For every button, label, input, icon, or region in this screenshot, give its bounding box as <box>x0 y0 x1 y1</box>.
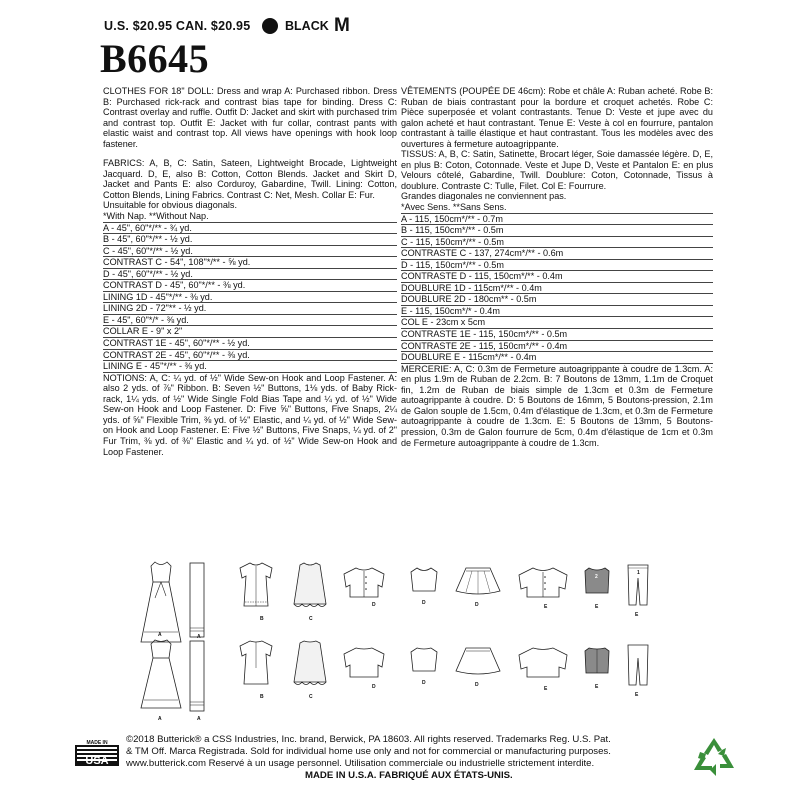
view-label: E <box>635 612 639 618</box>
view-label: C <box>309 616 313 622</box>
view-label: D <box>372 602 376 608</box>
yardage-row: COLLAR E - 9" x 2" <box>103 326 397 338</box>
french-nap: *Avec Sens. **Sans Sens. <box>401 202 507 213</box>
view-label: E <box>635 692 639 698</box>
made-in-usa-flag-icon <box>75 738 119 766</box>
view-label: D <box>422 680 426 686</box>
yardage-row: A - 45", 60"*/** - ¾ yd. <box>103 222 397 235</box>
view-label: D <box>422 600 426 606</box>
yardage-row: CONTRAST 2E - 45", 60"*/** - ⅜ yd. <box>103 350 397 362</box>
french-column <box>401 86 713 448</box>
yardage-row: LINING 1D - 45"*/** - ⅜ yd. <box>103 292 397 304</box>
metrage-row: DOUBLURE 1D - 115cm*/** - 0.4m <box>401 283 713 295</box>
english-nap: *With Nap. **Without Nap. <box>103 211 209 222</box>
wrap-a-back-drawing <box>186 638 208 714</box>
made-in-label: MADE IN U.S.A. FABRIQUÉ AUX ÉTATS-UNIS. <box>305 770 513 781</box>
recycle-icon <box>692 736 736 778</box>
jacket-d-front-drawing <box>340 565 388 601</box>
dress-c-back-drawing <box>290 638 330 690</box>
view-label: A <box>158 632 162 638</box>
jacket-e-back-drawing <box>515 645 571 681</box>
yardage-row: LINING 2D - 72"** - ½ yd. <box>103 303 397 315</box>
top-d-back-drawing <box>407 645 441 675</box>
french-fabrics: TISSUS: A, B, C: Satin, Satinette, Brocart léger, Soie damassée légère. D, E, en plus B: Coton, Cotonnade. Veste et Jupe D, Veste et Pantalon E: en plus Velours côtelé, Gabardine, Twill. Doublure: Coton, Cotonnade, Tissus à doublure. Contraste C: Tulle, Filet. Col E: Fourrure. <box>401 149 713 191</box>
metrage-row: CONTRASTE 2E - 115, 150cm*/** - 0.4m <box>401 341 713 353</box>
metrage-row: DOUBLURE E - 115cm*/** - 0.4m <box>401 352 713 364</box>
metrage-row: CONTRASTE C - 137, 274cm*/** - 0.6m <box>401 248 713 260</box>
jacket-e-front-drawing <box>515 565 571 601</box>
view-label: A <box>197 716 201 722</box>
view-label: C <box>309 694 313 700</box>
color-label: BLACK <box>285 19 329 33</box>
skirt-d-front-drawing <box>452 565 504 597</box>
pants-e-front-drawing <box>625 562 651 608</box>
copyright-line-3: www.butterick.com Reservé à un usage personnel. Utilisation commerciale ou industrielle strictement interdite. <box>126 758 595 769</box>
skirt-d-back-drawing <box>452 645 504 677</box>
view-label: D <box>475 602 479 608</box>
view-label: E <box>544 604 548 610</box>
top-d-front-drawing <box>407 565 441 595</box>
yardage-row: E - 45", 60"*/* - ⅜ yd. <box>103 315 397 327</box>
wrap-a-front-drawing <box>186 560 208 640</box>
copyright-line-2: & TM Off. Marca Registrada. Sold for individual home use only and not for commercial or manufacturing purposes. <box>126 746 611 757</box>
top-e-front-drawing <box>580 565 614 597</box>
metrage-row: D - 115, 150cm*/** - 0.5m <box>401 260 713 272</box>
dress-b-front-drawing <box>236 560 276 610</box>
french-intro: VÊTEMENTS (POUPÉE DE 46cm): Robe et châle A: Ruban acheté. Robe B: Ruban de biais contrastant pour la bordure et croquet achetés. Robe C: Pièce superposée et volant contrastants. Tenue D: Veste et jupe avec du galon acheté et haut contrastant. Tenue E: Veste à col en fourrure, pantalon contrastant à taille élastique et haut contrastant. Tous les modèles avec des ouvertures à fermeture autoagrippante. <box>401 86 713 149</box>
yardage-row: CONTRAST C - 54", 108"*/** - ⅝ yd. <box>103 257 397 269</box>
copyright-line-1: ©2018 Butterick® a CSS Industries, Inc. brand, Berwick, PA 18603. All rights reserved. Trademarks Reg. U.S. Pat. <box>126 734 611 745</box>
svg-text:MADE IN: MADE IN <box>86 740 108 746</box>
view-label: E <box>595 684 599 690</box>
yardage-row: CONTRAST 1E - 45", 60"*/** - ½ yd. <box>103 338 397 350</box>
view-label: D <box>372 684 376 690</box>
view-label: E <box>595 604 599 610</box>
dress-a-back-drawing <box>135 636 187 714</box>
french-unsuitable: Grandes diagonales ne conviennent pas. <box>401 191 567 202</box>
view-label: A <box>158 716 162 722</box>
english-unsuitable: Unsuitable for obvious diagonals. <box>103 200 237 211</box>
metrage-row: E - 115, 150cm*/* - 0.4m <box>401 306 713 318</box>
view-label: B <box>260 694 264 700</box>
view-label: D <box>475 682 479 688</box>
view-label: E <box>544 686 548 692</box>
top-number-label: 2 <box>595 574 598 580</box>
yardage-row: LINING E - 45"*/** - ⅜ yd. <box>103 361 397 373</box>
metrage-row: CONTRASTE 1E - 115, 150cm*/** - 0.5m <box>401 329 713 341</box>
view-label: A <box>197 634 201 640</box>
svg-text:USA: USA <box>85 755 109 766</box>
french-notions: MERCERIE: A, C: 0.3m de Fermeture autoagrippante à coudre de 1.3cm. A: en plus 1.9m de Ruban de 2.2cm. B: 7 Boutons de 13mm, 1.1m de Croquet fin, 1.2m de Ruban de biais simple de 1.3cm et 0.3m de Fermeture autoagrippante à coudre. D: 5 Boutons de 16mm, 5 Boutons-pression, 2.1m de Galon souple de 1.5cm, 0.4m d'élastique de 1.3cm, et 0.3m de Fermeture autoagrippante à coudre de 1.3cm. E: 5 Boutons de 13mm, 5 Boutons-pression, 0.3m de Galon fourrure de 5cm, 0.4m d'élastique de 1cm et 0.3m de Fermeture autoagrippante à coudre de 1.3cm. <box>401 363 713 448</box>
pants-number-label: 1 <box>637 570 640 576</box>
view-label: B <box>260 616 264 622</box>
yardage-row: C - 45", 60"*/** - ½ yd. <box>103 246 397 258</box>
metrage-row: A - 115, 150cm*/** - 0.7m <box>401 213 713 226</box>
english-notions: NOTIONS: A, C: ¼ yd. of ½" Wide Sew-on Hook and Loop Fastener. A: also 2 yds. of ⅞" Ribbon. B: Seven ½" Buttons, 1⅛ yds. of Baby Rick-rack, 1¼ yds. of ½" Wide Single Fold Bias Tape and ¼ yd. of ½" Wide Sew-on Hook and Loop Fastener. D: Five ⅝" Buttons, Five Snaps, 2¼ yds. of ⅝" Flexible Trim, ⅜ yd. of ½" Elastic, and ¼ yd. of ½" Wide Sew-on Hook and Loop Fastener. E: Five ½" Buttons, Five Snaps, ¼ yd. of 2" Fur Trim, ⅜ yd. of ⅜" Elastic and ¼ yd. of ½" Wide Sew-on Hook and Loop Fastener. <box>103 372 397 457</box>
metrage-row: DOUBLURE 2D - 180cm** - 0.5m <box>401 294 713 306</box>
english-fabrics: FABRICS: A, B, C: Satin, Sateen, Lightweight Brocade, Lightweight Jacquard. D, E, also B: Cotton, Cotton Blends. Jacket and Skirt D, Jacket and Pants E: also Corduroy, Gabardine, Twill. Lining: Cotton, Cotton Blends, Lining Fabrics. Contrast C: Net, Mesh. Collar E: Fur. <box>103 158 397 200</box>
dress-b-back-drawing <box>236 638 276 688</box>
size-letter: M <box>334 15 350 36</box>
black-color-swatch <box>262 18 278 34</box>
metrage-row: B - 115, 150cm*/** - 0.5m <box>401 225 713 237</box>
pants-e-back-drawing <box>625 642 651 688</box>
copyright-footer <box>126 734 686 770</box>
yardage-row: CONTRAST D - 45", 60"*/** - ⅜ yd. <box>103 280 397 292</box>
metrage-row: C - 115, 150cm*/** - 0.5m <box>401 237 713 249</box>
yardage-row: D - 45", 60"*/** - ½ yd. <box>103 269 397 281</box>
english-column <box>103 86 397 457</box>
dress-c-front-drawing <box>290 560 330 612</box>
jacket-d-back-drawing <box>340 645 388 681</box>
pattern-number: B6645 <box>100 36 210 81</box>
metrage-row: COL E - 23cm x 5cm <box>401 317 713 329</box>
top-e-back-drawing <box>580 645 614 677</box>
metrage-row: CONTRASTE D - 115, 150cm*/** - 0.4m <box>401 271 713 283</box>
yardage-row: B - 45", 60"*/** - ½ yd. <box>103 234 397 246</box>
english-intro: CLOTHES FOR 18" DOLL: Dress and wrap A: Purchased ribbon. Dress B: Purchased rick-rack and contrast bias tape for binding. Dress C: Contrast overlay and ruffle. Outfit D: Jacket and skirt with purchased trim and contrast top. Outfit E: Jacket with fur collar, contrast pants with elastic waist and contrast top. All views have openings with hook loop fastener. <box>103 86 397 149</box>
price-label: U.S. $20.95 CAN. $20.95 <box>104 19 251 33</box>
